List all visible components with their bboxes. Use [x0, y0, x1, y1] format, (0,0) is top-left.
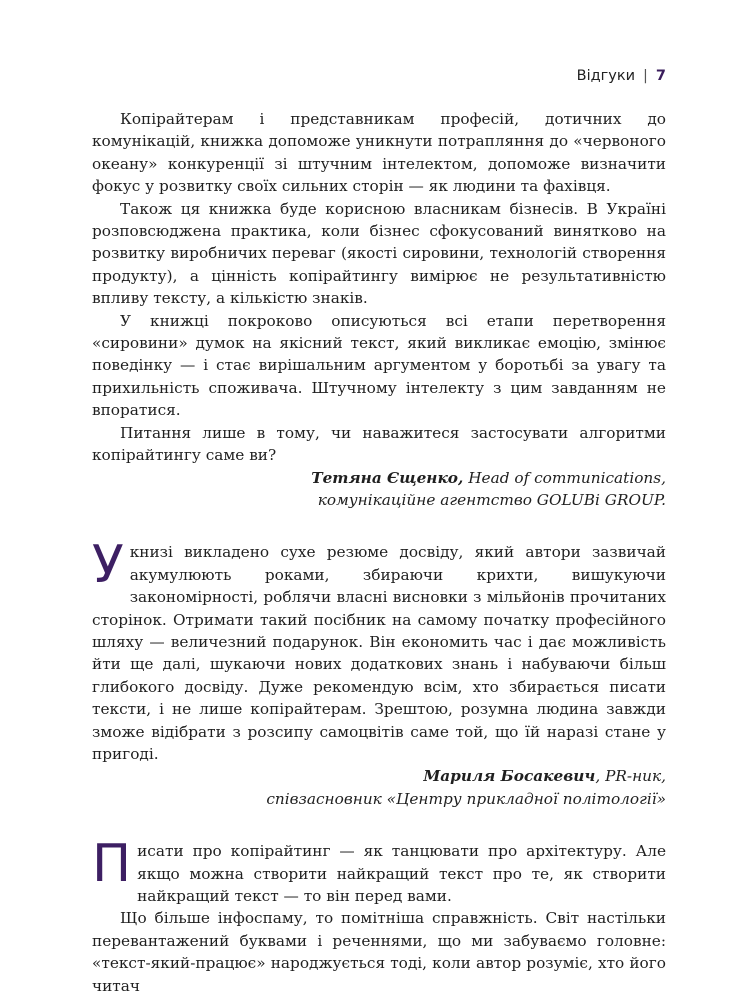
review-1-company: комунікаційне агентство GOLUBi GROUP.: [317, 490, 666, 509]
header-separator: |: [643, 68, 648, 84]
review-3-dropcap: П: [92, 834, 132, 895]
review-2-role: , PR-ник,: [595, 767, 666, 786]
review-3: [92, 834, 666, 997]
review-2-paragraph: [92, 535, 666, 765]
page-number: 7: [655, 68, 666, 84]
review-3-paragraph: Що більше інфоспаму, то помітніша справжність. Світ настільки перевантажений буквами і реченнями, що ми забуваємо головне: «текст-який-працює» народжується тоді, коли автор розуміє, хто його читач: [92, 909, 666, 995]
review-1-paragraph: Копірайтерам і представникам професій, дотичних до комунікацій, книжка допоможе уникнути потрапляння до «червоного океану» конкуренції зі штучним інтелектом, допоможе визначити фокус у розвитку своїх сильних сторін — як людини та фахівця.: [92, 110, 666, 196]
review-1-role: Head of communications,: [463, 468, 666, 487]
review-1-author: Тетяна Єщенко,: [311, 468, 464, 487]
review-2-signature: [92, 765, 666, 810]
page-body: [92, 108, 666, 997]
review-3-text: исати про копірайтинг — як танцювати про архітектуру. Але якщо можна створити найкращий текст про те, як створити найкращий текст — то він перед вами.: [137, 842, 666, 905]
review-2-author: Мариля Босакевич: [423, 767, 596, 786]
review-1-paragraph: Питання лише в тому, чи наважитеся застосувати алгоритми копірайтингу саме ви?: [92, 423, 666, 465]
section-title: Відгуки: [576, 68, 636, 84]
review-2: [92, 535, 666, 810]
review-3-paragraph: [92, 834, 666, 907]
review-1-paragraph: Також ця книжка буде корисною власникам бізнесів. В Україні розповсюджена практика, коли бізнес сфокусований винятково на розвитку виробничих переваг (якості сировини, технологій створення продукту), а цінність копірайтингу вимірює не результативністю впливу тексту, а кількістю знаків.: [92, 199, 666, 308]
review-2-company: співзасновник «Центру прикладної політології»: [266, 789, 666, 808]
review-1-paragraph: У книжці покроково описуються всі етапи перетворення «сировини» думок на якісний текст, який викликає емоцію, змінює поведінку — і стає вирішальним аргументом у боротьбі за увагу та прихильність споживача. Штучному інтелекту з цим завданням не впоратися.: [92, 311, 666, 420]
review-2-dropcap: У: [92, 535, 124, 596]
review-1: [92, 108, 666, 511]
running-header: [577, 68, 666, 84]
review-2-text: книзі викладено сухе резюме досвіду, який автори зазвичай акумулюють роками, збираючи крихти, вишукуючи закономірності, роблячи власні висновки з мільйонів прочитаних сторінок. Отримати такий посібник на самому початку професійного шляху — величезний подарунок. Він економить час і дає можливість йти ще далі, шукаючи нових додаткових знань і набуваючи більш глибокого досвіду. Дуже рекомендую всім, хто збирається писати тексти, і не лише копірайтерам. Зрештою, розумна людина завжди зможе відібрати з розсипу самоцвітів саме той, що їй наразі стане у пригоді.: [92, 543, 666, 763]
review-1-signature: [92, 467, 666, 512]
